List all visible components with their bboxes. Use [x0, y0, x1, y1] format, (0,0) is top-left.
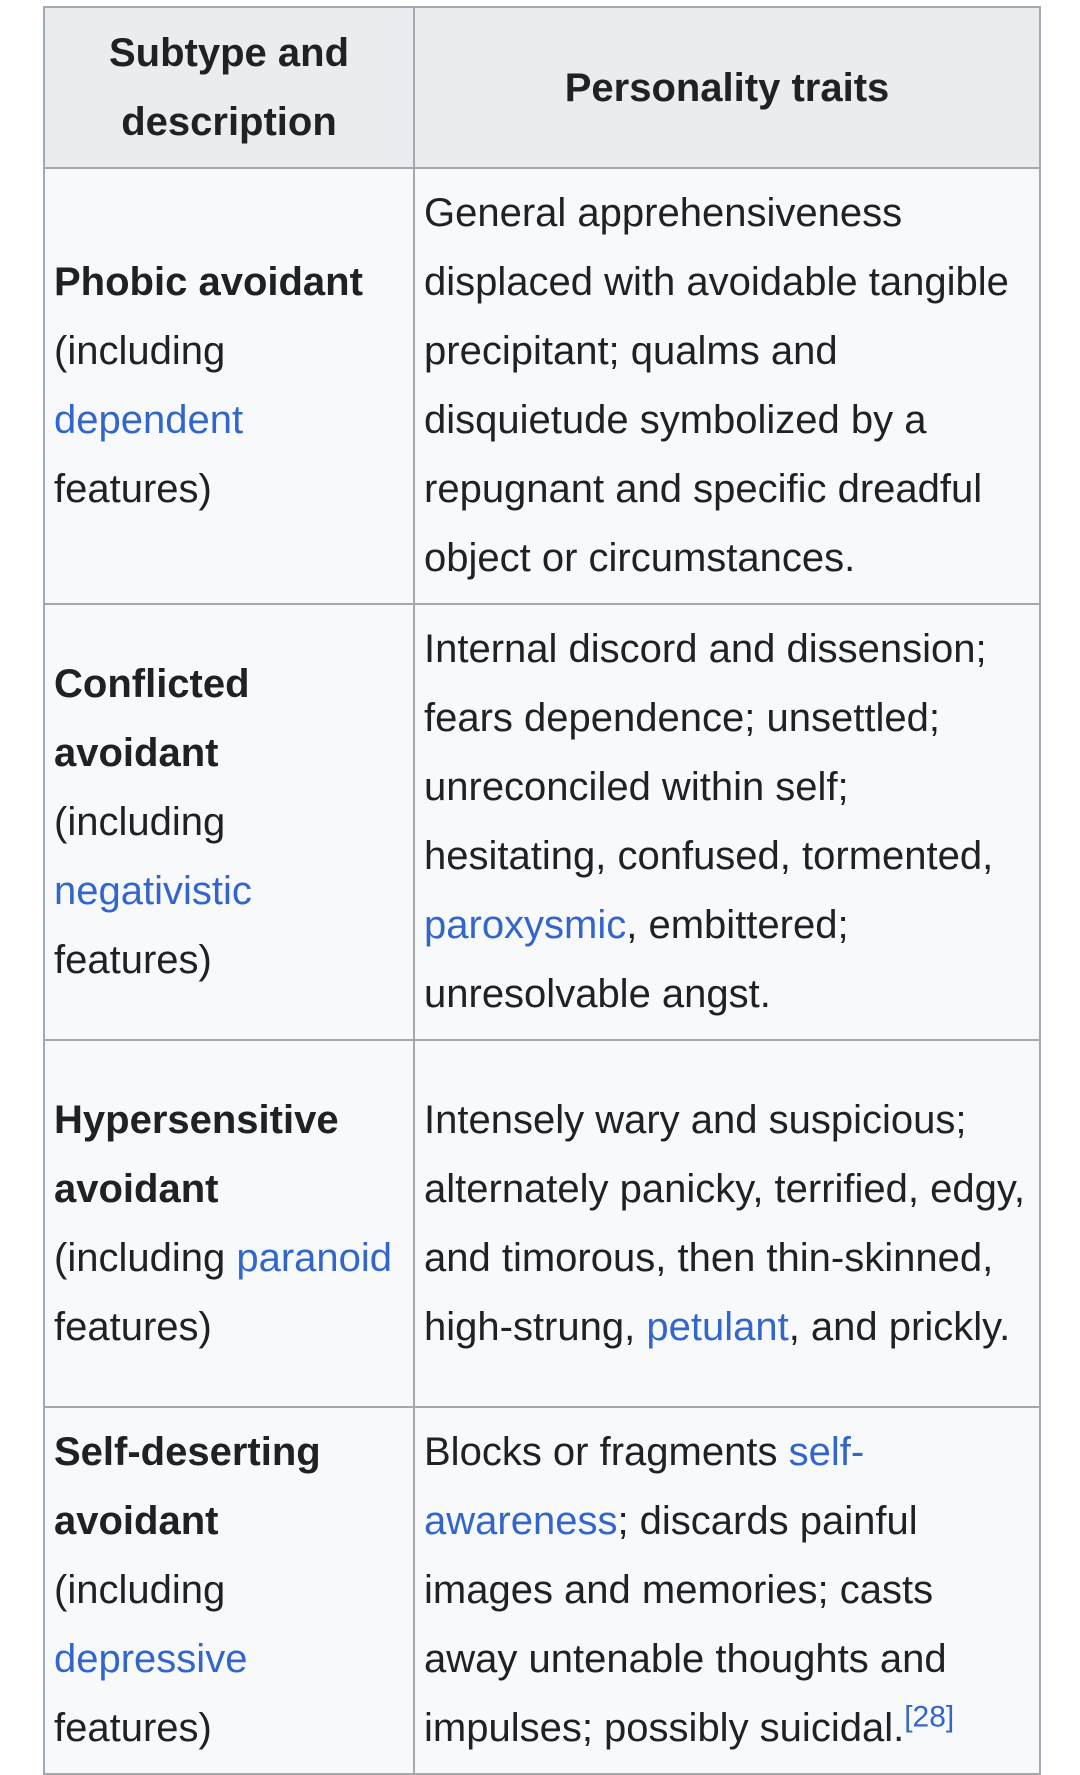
- traits-cell: [414, 604, 1040, 1040]
- table-row: [44, 604, 1040, 1040]
- traits-text-end: , embittered; unresolvable angst.: [424, 903, 849, 1016]
- reference-superscript: [904, 1701, 954, 1734]
- features-text: features): [54, 937, 212, 982]
- table-row: [44, 168, 1040, 604]
- traits-cell: [414, 168, 1040, 604]
- traits-text-end: ; discards painful images and memories; casts away untenable thoughts and impulses; possibly suicidal.: [424, 1499, 947, 1750]
- subtype-name: Self-deserting avoidant: [54, 1430, 321, 1543]
- traits-text: Blocks or fragments: [424, 1430, 789, 1474]
- subtype-name: Phobic avoidant: [54, 260, 363, 304]
- table-header-row: [44, 7, 1040, 168]
- features-text: features): [54, 1706, 212, 1750]
- traits-text: General apprehensiveness displaced with avoidable tangible precipitant; qualms and disquietude symbolized by a repugnant and specific dreadful object or circumstances.: [424, 191, 1009, 580]
- link-self-awareness[interactable]: self-awareness: [424, 1430, 865, 1543]
- table-container: [43, 6, 1041, 1775]
- subtype-name: Hypersensitive avoidant: [54, 1097, 339, 1211]
- header-subtype-description: Subtype and description: [44, 7, 414, 168]
- features-text: features): [54, 1304, 212, 1349]
- including-text: (including: [54, 329, 226, 373]
- traits-text: Internal discord and dissension; fears dependence; unsettled; unreconciled within self; hesitating, confused, tormented,: [424, 627, 994, 878]
- link-negativistic[interactable]: negativistic: [54, 868, 252, 913]
- header-personality-traits: Personality traits: [414, 7, 1040, 168]
- reference-link[interactable]: [28]: [904, 1700, 955, 1734]
- table-row: [44, 1407, 1040, 1774]
- traits-cell: [414, 1407, 1040, 1774]
- traits-text-end: , and prickly.: [788, 1304, 1011, 1349]
- traits-cell: [414, 1040, 1040, 1407]
- including-text: (including: [54, 799, 226, 844]
- including-text: (including: [54, 1235, 237, 1280]
- subtype-name: Conflicted avoidant: [54, 661, 250, 775]
- link-dependent[interactable]: dependent: [54, 398, 244, 442]
- traits-text: Intensely wary and suspicious; alternately panicky, terrified, edgy, and timorous, then thin-skinned, high-strung,: [424, 1097, 1026, 1349]
- including-text: (including: [54, 1568, 226, 1612]
- subtype-cell: [44, 168, 414, 604]
- features-text: features): [54, 467, 212, 511]
- link-paranoid[interactable]: paranoid: [236, 1235, 393, 1280]
- table-row: [44, 1040, 1040, 1407]
- subtype-cell: [44, 1040, 414, 1407]
- link-paroxysmic[interactable]: paroxysmic: [424, 903, 627, 947]
- link-depressive[interactable]: depressive: [54, 1637, 248, 1681]
- link-petulant[interactable]: petulant: [646, 1304, 789, 1349]
- avoidant-subtypes-table: [43, 6, 1041, 1775]
- subtype-cell: [44, 604, 414, 1040]
- subtype-cell: [44, 1407, 414, 1774]
